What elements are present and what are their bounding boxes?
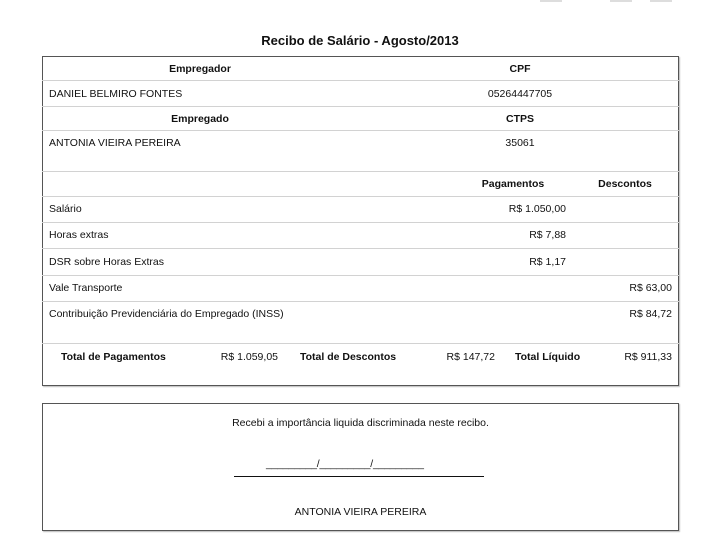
receipt-statement: Recebi a importância liquida discriminada neste recibo. [232, 417, 489, 429]
item-label: Contribuição Previdenciária do Empregado (INSS) [49, 308, 284, 320]
item-pagamento: R$ 7,88 [529, 229, 566, 241]
employee-ctps: 35061 [505, 137, 535, 149]
page-edge-mark [650, 0, 672, 2]
total-pagamentos-value: R$ 1.059,05 [220, 351, 278, 363]
page-edge-mark [540, 0, 562, 2]
pagamentos-header: Pagamentos [481, 178, 545, 190]
ctps-header: CTPS [505, 113, 534, 125]
signature-line [234, 476, 484, 477]
row-divider [42, 301, 679, 302]
total-liquido-label: Total Líquido [515, 351, 581, 363]
row-divider [42, 171, 679, 172]
employee-name: ANTONIA VIEIRA PEREIRA [49, 137, 181, 149]
item-label: DSR sobre Horas Extras [49, 256, 164, 268]
employer-name: DANIEL BELMIRO FONTES [49, 88, 183, 100]
item-label: Vale Transporte [49, 282, 123, 294]
item-pagamento: R$ 1,17 [529, 256, 566, 268]
total-liquido-value: R$ 911,33 [624, 351, 672, 363]
total-pagamentos-label: Total de Pagamentos [61, 351, 166, 363]
page-edge-mark [610, 0, 632, 2]
cpf-header: CPF [509, 63, 531, 75]
receipt-title: Recibo de Salário - Agosto/2013 [261, 33, 459, 48]
total-descontos-label: Total de Descontos [300, 351, 397, 363]
item-label: Horas extras [49, 229, 109, 241]
descontos-header: Descontos [598, 178, 652, 190]
signer-name: ANTONIA VIEIRA PEREIRA [294, 506, 427, 518]
row-divider [42, 222, 679, 223]
employer-cpf: 05264447705 [487, 88, 553, 100]
row-divider [42, 248, 679, 249]
row-divider [42, 80, 679, 81]
item-label: Salário [49, 203, 82, 215]
item-desconto: R$ 63,00 [629, 282, 672, 294]
row-divider [42, 130, 679, 131]
row-divider [42, 196, 679, 197]
row-divider [42, 275, 679, 276]
item-pagamento: R$ 1.050,00 [508, 203, 566, 215]
row-divider [42, 106, 679, 107]
date-line: _________/_________/_________ [266, 458, 424, 470]
employer-header: Empregador [169, 63, 231, 75]
total-descontos-value: R$ 147,72 [446, 351, 495, 363]
item-desconto: R$ 84,72 [629, 308, 672, 320]
row-divider [42, 343, 679, 344]
employee-header: Empregado [171, 113, 229, 125]
